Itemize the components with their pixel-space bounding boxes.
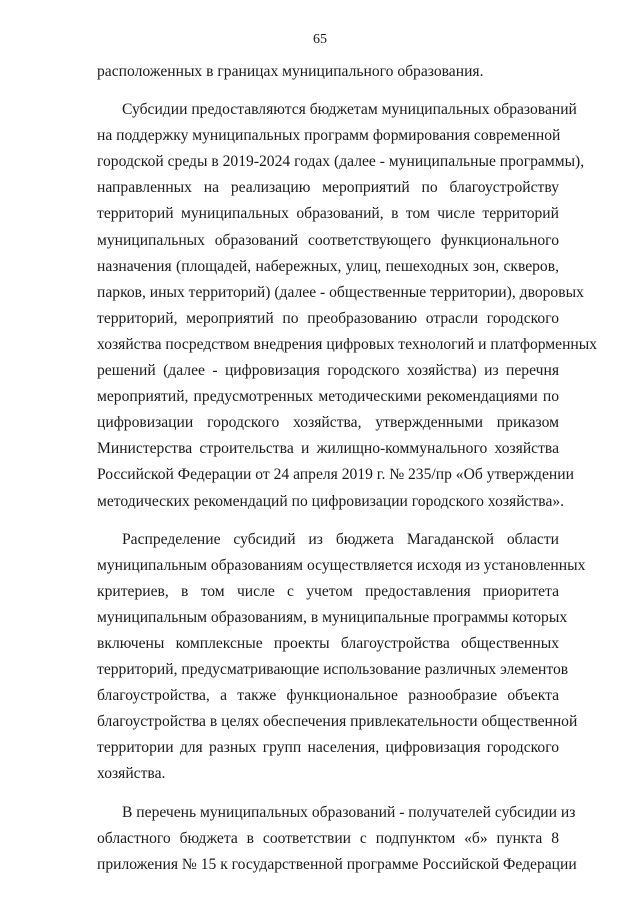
text-line: методических рекомендаций по цифровизации городского хозяйства».	[97, 492, 565, 510]
text-line: муниципальным образованиям осуществляется исходя из установленных	[97, 556, 586, 574]
text-line: хозяйства посредством внедрения цифровых технологий и платформенных	[97, 335, 598, 353]
text-line: Российской Федерации от 24 апреля 2019 г. № 235/пр «Об утверждении	[97, 466, 574, 484]
text-line: решений (далее - цифровизация городского хозяйства) из перечня	[97, 362, 559, 380]
document-body	[97, 59, 598, 878]
text-line: направленных на реализацию мероприятий по благоустройству	[97, 179, 559, 197]
text-line: муниципальным образованиям, в муниципальные программы которых	[97, 608, 568, 626]
text-line: территорий, предусматривающие использование различных элементов	[97, 661, 569, 679]
text-line: Распределение субсидий из бюджета Магаданской области	[122, 530, 559, 548]
text-line: критериев, в том числе с учетом предоставления приоритета	[97, 582, 559, 600]
text-line: хозяйства.	[97, 765, 166, 783]
text-line: территорий муниципальных образований, в том числе территорий	[97, 205, 559, 223]
text-line: Министерства строительства и жилищно-коммунального хозяйства	[97, 440, 559, 458]
text-line: цифровизации городского хозяйства, утвержденными приказом	[97, 414, 559, 432]
text-line: В перечень муниципальных образований - получателей субсидии из	[122, 803, 576, 821]
text-line: на поддержку муниципальных программ формирования современной	[97, 127, 561, 145]
paragraph-gap	[97, 85, 559, 97]
text-line: территорий, мероприятий по преобразованию отрасли городского	[97, 309, 559, 327]
text-line: территории для разных групп населения, цифровизация городского	[97, 739, 559, 757]
paragraph	[97, 527, 586, 788]
text-line: включены комплексные проекты благоустройства общественных	[97, 634, 559, 652]
text-line: городской среды в 2019-2024 годах (далее - муниципальные программы),	[97, 153, 585, 171]
page-number: 65	[313, 32, 327, 47]
text-line: областного бюджета в соответствии с подпунктом «б» пункта 8	[97, 829, 559, 847]
text-line: парков, иных территорий) (далее - общественные территории), дворовых	[97, 283, 584, 301]
text-line: мероприятий, предусмотренных методическими рекомендациями по	[97, 388, 559, 406]
paragraph	[97, 800, 577, 878]
paragraph-gap	[97, 515, 559, 527]
text-line: муниципальных образований соответствующего функционального	[97, 231, 559, 249]
text-line: назначения (площадей, набережных, улиц, пешеходных зон, скверов,	[97, 257, 559, 275]
text-line: благоустройства, а также функциональное разнообразие объекта	[97, 687, 559, 705]
text-line: благоустройства в целях обеспечения привлекательности общественной	[97, 713, 578, 731]
text-line: расположенных в границах муниципального образования.	[97, 63, 484, 80]
text-line: Субсидии предоставляются бюджетам муниципальных образований	[122, 101, 577, 119]
paragraph-gap	[97, 788, 559, 800]
paragraph	[97, 97, 598, 515]
text-line: приложения № 15 к государственной программе Российской Федерации	[97, 855, 577, 873]
paragraph	[97, 59, 559, 85]
